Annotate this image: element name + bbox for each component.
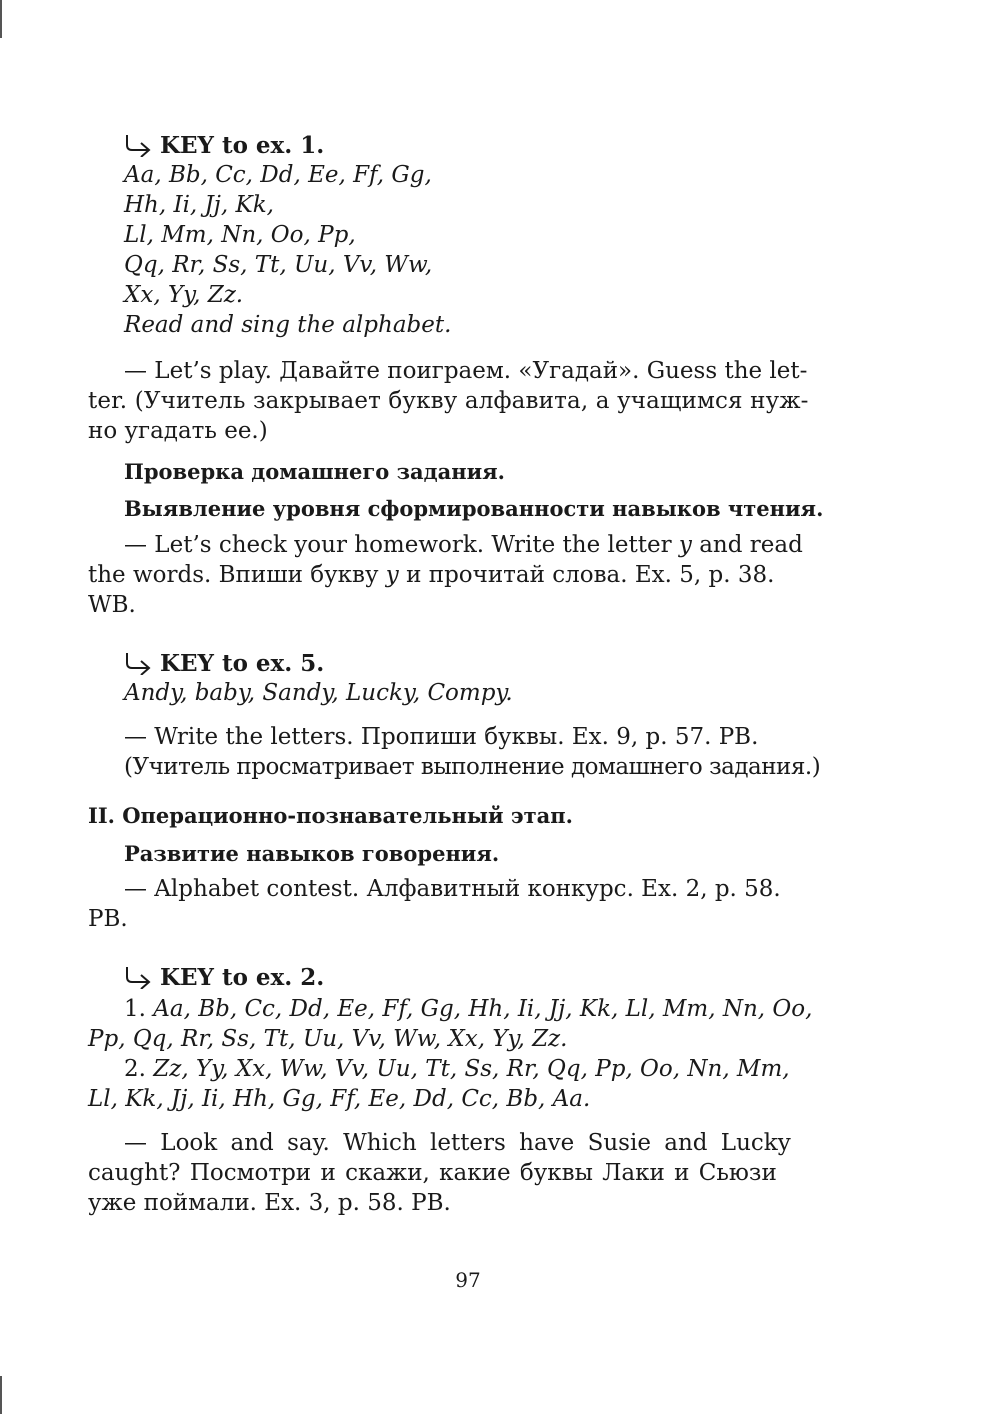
- page-edge-mark-top: [0, 0, 2, 38]
- play-line-2: ter. (Учитель закрывает букву алфавита, а учащимся нуж-: [88, 388, 809, 414]
- look-line-2: caught? Посмотри и скажи, какие буквы Лаки и Сьюзи: [88, 1160, 777, 1186]
- homework-line-2-start: the words. Впиши букву: [88, 562, 386, 588]
- homework-line-3: WB.: [88, 592, 136, 618]
- item-text: Zz, Yy, Xx, Ww, Vv, Uu, Tt, Ss, Rr, Qq, Pp, Oo, Nn, Mm,: [153, 1056, 790, 1082]
- key-ex5-title: KEY to ex. 5.: [160, 649, 325, 677]
- homework-line-2-end: и прочитай слова. Ex. 5, p. 38.: [398, 562, 775, 588]
- write-paragraph: [88, 722, 848, 782]
- key-ex1-line: Aa, Bb, Cc, Dd, Ee, Ff, Gg,: [124, 162, 432, 188]
- curved-arrow-icon: [124, 651, 154, 675]
- homework-line-2: [88, 560, 848, 590]
- item-number: 2.: [124, 1056, 146, 1082]
- look-line-1: — Look and say. Which letters have Susie and Lucky: [124, 1130, 791, 1156]
- contest-line-1: — Alphabet contest. Алфавитный конкурс. Ex. 2, p. 58.: [124, 876, 781, 902]
- play-line-1: — Let’s play. Давайте поиграем. «Угадай». Guess the let-: [124, 358, 808, 384]
- document-page: [88, 0, 848, 1414]
- key-ex2-list: [88, 994, 848, 1114]
- homework-line-1-end: and read: [691, 532, 803, 558]
- key-ex1-line: Read and sing the alphabet.: [124, 312, 452, 338]
- play-paragraph: [88, 356, 848, 446]
- homework-paragraph: [88, 530, 848, 620]
- key-ex5-block: [124, 648, 848, 708]
- key-ex5-heading: [124, 648, 848, 678]
- key-ex1-line: Xx, Yy, Zz.: [124, 282, 244, 308]
- page-number: 97: [455, 1268, 481, 1292]
- heading-reading-skills: Выявление уровня сформированности навыков чтения.: [124, 496, 824, 521]
- page-edge-mark-bottom: [0, 1376, 2, 1414]
- heading-homework-check: Проверка домашнего задания.: [124, 459, 505, 484]
- letter-y-en: y: [678, 532, 692, 558]
- look-paragraph: [88, 1128, 848, 1218]
- homework-line-1-start: — Let’s check your homework. Write the letter: [124, 532, 679, 558]
- key-ex1-title: KEY to ex. 1.: [160, 131, 325, 159]
- homework-line-1: [88, 530, 848, 560]
- play-line-3: но угадать ее.): [88, 418, 268, 444]
- key-ex2-item-1-line-1: [88, 994, 848, 1024]
- key-ex2-item-2-line-1: [88, 1054, 848, 1084]
- write-line-1: — Write the letters. Пропиши буквы. Ex. 9, p. 57. PB.: [124, 724, 759, 750]
- heading-stage-two: II. Операционно-познавательный этап.: [88, 803, 573, 828]
- write-line-2: (Учитель просматривает выполнение домашнего задания.): [124, 754, 821, 780]
- contest-line-2: PB.: [88, 906, 128, 932]
- look-line-3: уже поймали. Ex. 3, p. 58. PB.: [88, 1190, 451, 1216]
- key-ex1-line: Hh, Ii, Jj, Kk,: [124, 192, 274, 218]
- key-ex5-line: Andy, baby, Sandy, Lucky, Compy.: [124, 680, 513, 706]
- key-ex1-heading: [124, 130, 848, 160]
- key-ex2-heading: [124, 962, 848, 992]
- key-ex1-line: Ll, Mm, Nn, Oo, Pp,: [124, 222, 356, 248]
- key-ex2-block: [124, 962, 848, 992]
- heading-speaking-skills: Развитие навыков говорения.: [124, 841, 500, 866]
- key-ex1-line: Qq, Rr, Ss, Tt, Uu, Vv, Ww,: [124, 252, 433, 278]
- key-ex2-title: KEY to ex. 2.: [160, 963, 325, 991]
- letter-y-ru: y: [385, 562, 399, 588]
- item-number: 1.: [124, 996, 146, 1022]
- curved-arrow-icon: [124, 133, 154, 157]
- key-ex1-block: [124, 130, 848, 340]
- contest-paragraph: [88, 874, 848, 934]
- key-ex2-item-1-line-2: Pp, Qq, Rr, Ss, Tt, Uu, Vv, Ww, Xx, Yy, Zz.: [88, 1026, 568, 1052]
- key-ex2-item-2-line-2: Ll, Kk, Jj, Ii, Hh, Gg, Ff, Ee, Dd, Cc, Bb, Aa.: [88, 1086, 591, 1112]
- item-text: Aa, Bb, Cc, Dd, Ee, Ff, Gg, Hh, Ii, Jj, Kk, Ll, Mm, Nn, Oo,: [153, 996, 813, 1022]
- curved-arrow-icon: [124, 965, 154, 989]
